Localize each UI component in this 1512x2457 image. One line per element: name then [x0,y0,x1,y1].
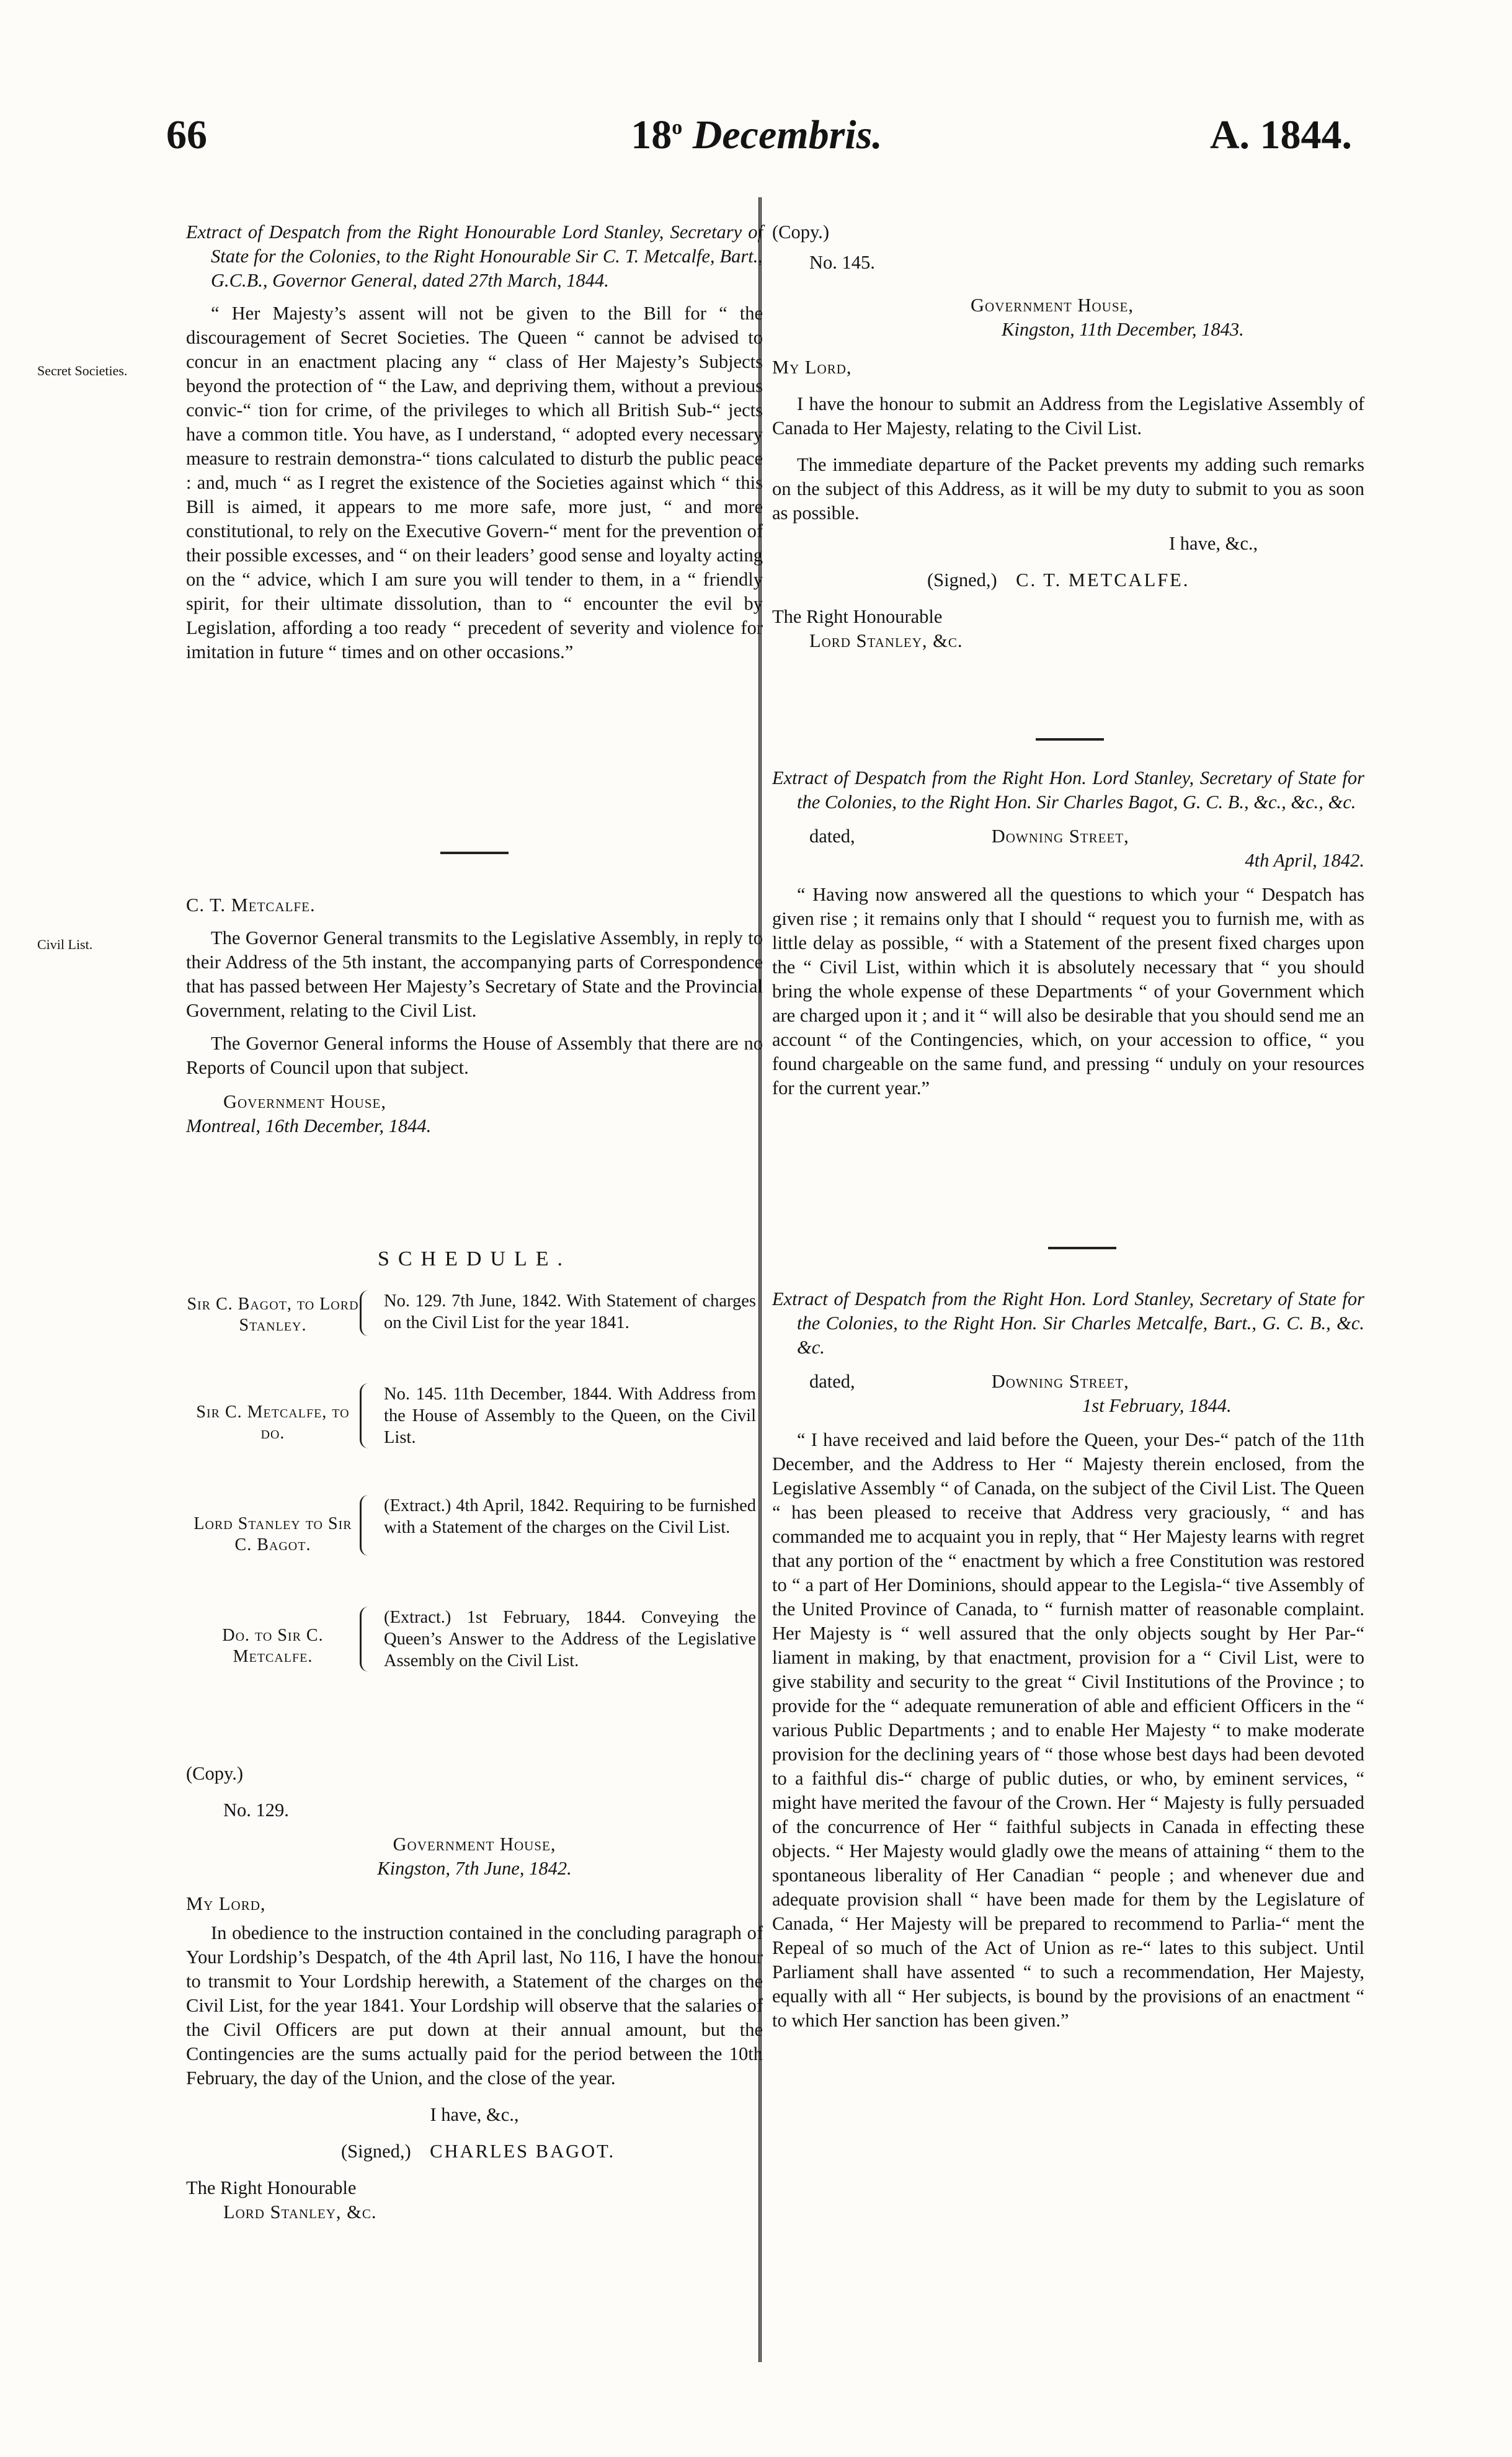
addressee-line-1: The Right Honourable [772,606,943,627]
schedule-row [186,1290,756,1336]
letter-salutation: My Lord, [772,357,852,378]
extract-heading: Extract of Despatch from the Right Hon. Lord Stanley, Secretary of State for the Colonies, to the Right Hon. Sir Charles Metcalfe, Bart., G. C. B., &c. &c. [772,1288,1364,1358]
extract-body: “ Having now answered all the questions to which your “ Despatch has given rise ; it remains only that I should “ request you to furnish me, with as little delay as possible, “ with a Statement of the present fixed charges upon the “ Civil List, within which it is absolutely necessary that “ you should bring the whole expense of these Departments “ of your Government which are charged upon it ; and it “ will also be desirable that you should send me an account “ of the Contingencies, which, on your accession to office, “ you found chargeable on the same fund, and pressing “ unduly on your resources for the current year.” [772,884,1364,1099]
signed-label: (Signed,) [927,569,997,591]
addressee-line-1: The Right Honourable [186,2177,357,2198]
message-dateline: Montreal, 16th December, 1844. [186,1115,432,1136]
schedule-description: No. 129. 7th June, 1842. With Statement of charges on the Civil List for the year 1841. [384,1291,756,1332]
schedule-from-to: Lord Stanley to Sir C. Bagot. [193,1514,352,1554]
schedule-row [186,1495,756,1556]
addressee-line-2: Lord Stanley, &c. [223,2201,377,2223]
letter-no-145 [772,220,1364,653]
section-rule [440,852,509,854]
signed-label: (Signed,) [341,2141,411,2162]
letter-signature-line [186,2139,763,2164]
letter-salutation: My Lord, [186,1893,266,1914]
extract-date-line [772,824,1364,849]
schedule-from-to: Sir C. Bagot, to Lord Stanley. [187,1295,359,1335]
brace [360,1607,376,1672]
extract-date: 1st February, 1844. [1082,1395,1232,1416]
letter-para-1: I have the honour to submit an Address from the Legislative Assembly of Canada to Her Majesty, relating to the Civil List. [772,393,1364,439]
extract-body: “ Her Majesty’s assent will not be given to the Bill for “ the discouragement of Secret Societies. The Queen “ cannot be advised to concur in an enactment placing any “ class of Her Majesty’s Subjects beyond the protection of “ the Law, and depriving them, without a previous convic-“ tion for crime, of the privileges to which all British Sub-“ jects have a common title. You have, as I understand, “ adopted every necessary measure to restrain demonstra-“ tions calculated to disturb the public peace : and, much “ as I regret the existence of the Societies against which “ this Bill is aimed, it appears to me more safe, more just, “ and more constitutional, to rely on the Executive Govern-“ ment for the prevention of their possible excesses, and “ on their leaders’ good sense and loyalty acting on the “ advice, which I am sure you will tender to them, in a “ friendly spirit, for their ultimate dissolution, than to “ encounter the evil by Legislation, affording a too ready “ precedent of severity and violence for imitation in future “ times and on other occasions.” [186,303,763,662]
letter-para-2: The immediate departure of the Packet prevents my adding such remarks on the subject of this Address, as it will be my duty to submit to you as soon as possible. [772,454,1364,524]
extract-stanley-1844 [186,220,763,664]
date-number: 18 [631,112,672,158]
letter-signer: C. T. METCALFE. [1016,569,1190,591]
schedule [186,1247,763,1271]
letter-body: In obedience to the instruction contained in the concluding paragraph of Your Lordship’s Despatch, of the 4th April last, No 116, I have the honour to transmit to Your Lordship herewith, a Statement of the charges on the Civil List, for the year 1841. Your Lordship will observe that the salaries of the Civil Officers are put down at their annual amount, but the Contingencies are the sums actually paid for the period between the 10th February, the day of the Union, and the close of the year. [186,1922,763,2089]
extract-date-line [772,1370,1364,1394]
schedule-from-to: Do. to Sir C. Metcalfe. [222,1626,324,1666]
letter-dateline: Kingston, 7th June, 1842. [377,1858,572,1879]
section-rule [1048,1247,1116,1249]
page-number: 66 [166,112,207,158]
brace [360,1383,376,1448]
margin-note-civil-list: Civil List. [37,937,93,952]
letter-place: Government House, [393,1834,556,1855]
schedule-description: (Extract.) 4th April, 1842. Requiring to be furnished with a Statement of the charges on the Civil List. [384,1496,756,1537]
letter-no-129 [186,1762,763,2224]
schedule-description: (Extract.) 1st February, 1844. Conveying the Queen’s Answer to the Address of the Legislative Assembly on the Civil List. [384,1608,756,1670]
extract-dated: dated, [809,1371,855,1392]
page-date [595,112,918,161]
message-para-2: The Governor General informs the House of Assembly that there are no Reports of Council upon that subject. [186,1033,763,1078]
page-year: A. 1844. [1209,112,1352,158]
governor-message [186,893,763,1138]
date-word: Decembris. [692,112,883,158]
brace [360,1495,376,1556]
extract-stanley-1844-answer [772,1287,1364,2033]
letter-signer: CHARLES BAGOT. [430,2141,616,2162]
extract-heading: Extract of Despatch from the Right Hon. Lord Stanley, Secretary of State for the Colonies, to the Right Hon. Sir Charles Bagot, G. C. B., &c., &c., &c. [772,767,1364,813]
message-place: Government House, [223,1091,386,1112]
letter-dateline: Kingston, 11th December, 1843. [1002,319,1244,340]
schedule-from-to: Sir C. Metcalfe, to do. [196,1402,350,1443]
copy-label: (Copy.) [772,221,830,243]
section-rule [1036,738,1104,741]
schedule-row [186,1607,756,1672]
extract-dated: dated, [809,826,855,847]
letter-place: Government House, [971,295,1134,316]
schedule-title: SCHEDULE. [377,1247,572,1270]
extract-heading: Extract of Despatch from the Right Honourable Lord Stanley, Secretary of State for the Colonies, to the Right Honourable Sir C. T. Metcalfe, Bart., G.C.B., Governor General, dated 27th March, 1844. [186,221,763,291]
schedule-row [186,1383,756,1448]
addressee-line-2: Lord Stanley, &c. [809,630,963,651]
brace [360,1290,376,1336]
margin-note-secret-societies: Secret Societies. [37,363,128,378]
extract-body: “ I have received and laid before the Queen, your Des-“ patch of the 11th December, and the Address to Her “ Majesty therein enclosed, from the Legislative Assembly “ of Canada, on the subject of the Civil List. The Queen “ has been pleased to receive that Address very graciously, “ and has commanded me to acquaint you in reply, that “ Her Majesty learns with regret that any portion of the “ enactment by which a free Constitution was restored to “ a part of Her Dominions, should appear to the Legisla-“ tive Assembly of the United Province of Canada, to “ furnish matter of reasonable complaint. Her Majesty is “ well assured that the only objects sought by Her Par-“ liament in making, by that enactment, provision for a “ Civil List, were to give stability and security to the great “ Civil Institutions of the Province ; to provide for the “ adequate remuneration of able and efficient Officers in the “ various Public Departments ; and to enable Her Majesty “ to make moderate provision for the declining years of “ those whose best days had been devoted to a faithful dis-“ charge of public duties, or who, by eminent services, “ might have merited the favour of the Crown. Her “ Majesty is fully persuaded of the concurrence of Her “ faithful subjects in Canada in effecting these objects. “ Her Majesty would gladly owe the means of attaining “ them to the spontaneous liberality of Her Canadian “ people ; and whenever due and adequate provision shall “ have been made for them by the Legislature of Canada, “ Her Majesty will be prepared to recommend to Parlia-“ ment the Repeal of so much of the Act of Union as re-“ lates to this subject. Until Parliament shall have assented “ to such a recommendation, Her Majesty, equally with all “ Her subjects, is bound by the provisions of an enactment “ to which Her sanction has been given.” [772,1429,1364,2031]
copy-label: (Copy.) [186,1763,244,1784]
letter-signature-line [772,568,1364,592]
letter-closing: I have, &c., [430,2104,519,2125]
extract-place: Downing Street, [991,1371,1129,1392]
extract-date: 4th April, 1842. [1245,850,1364,871]
extract-place: Downing Street, [991,826,1129,847]
letter-number: No. 129. [223,1799,289,1821]
schedule-description: No. 145. 11th December, 1844. With Address from the House of Assembly to the Queen, on the Civil List. [384,1385,756,1447]
date-superscript: o [672,116,683,139]
letter-number: No. 145. [809,252,875,273]
message-para-1: The Governor General transmits to the Legislative Assembly, in reply to their Address of the 5th instant, the accompanying parts of Correspondence that has passed between Her Majesty’s Secretary of State and the Provincial Government, relating to the Civil List. [186,927,763,1021]
extract-stanley-1842 [772,766,1364,1100]
message-signature: C. T. Metcalfe. [186,894,316,916]
letter-closing: I have, &c., [1169,533,1258,554]
